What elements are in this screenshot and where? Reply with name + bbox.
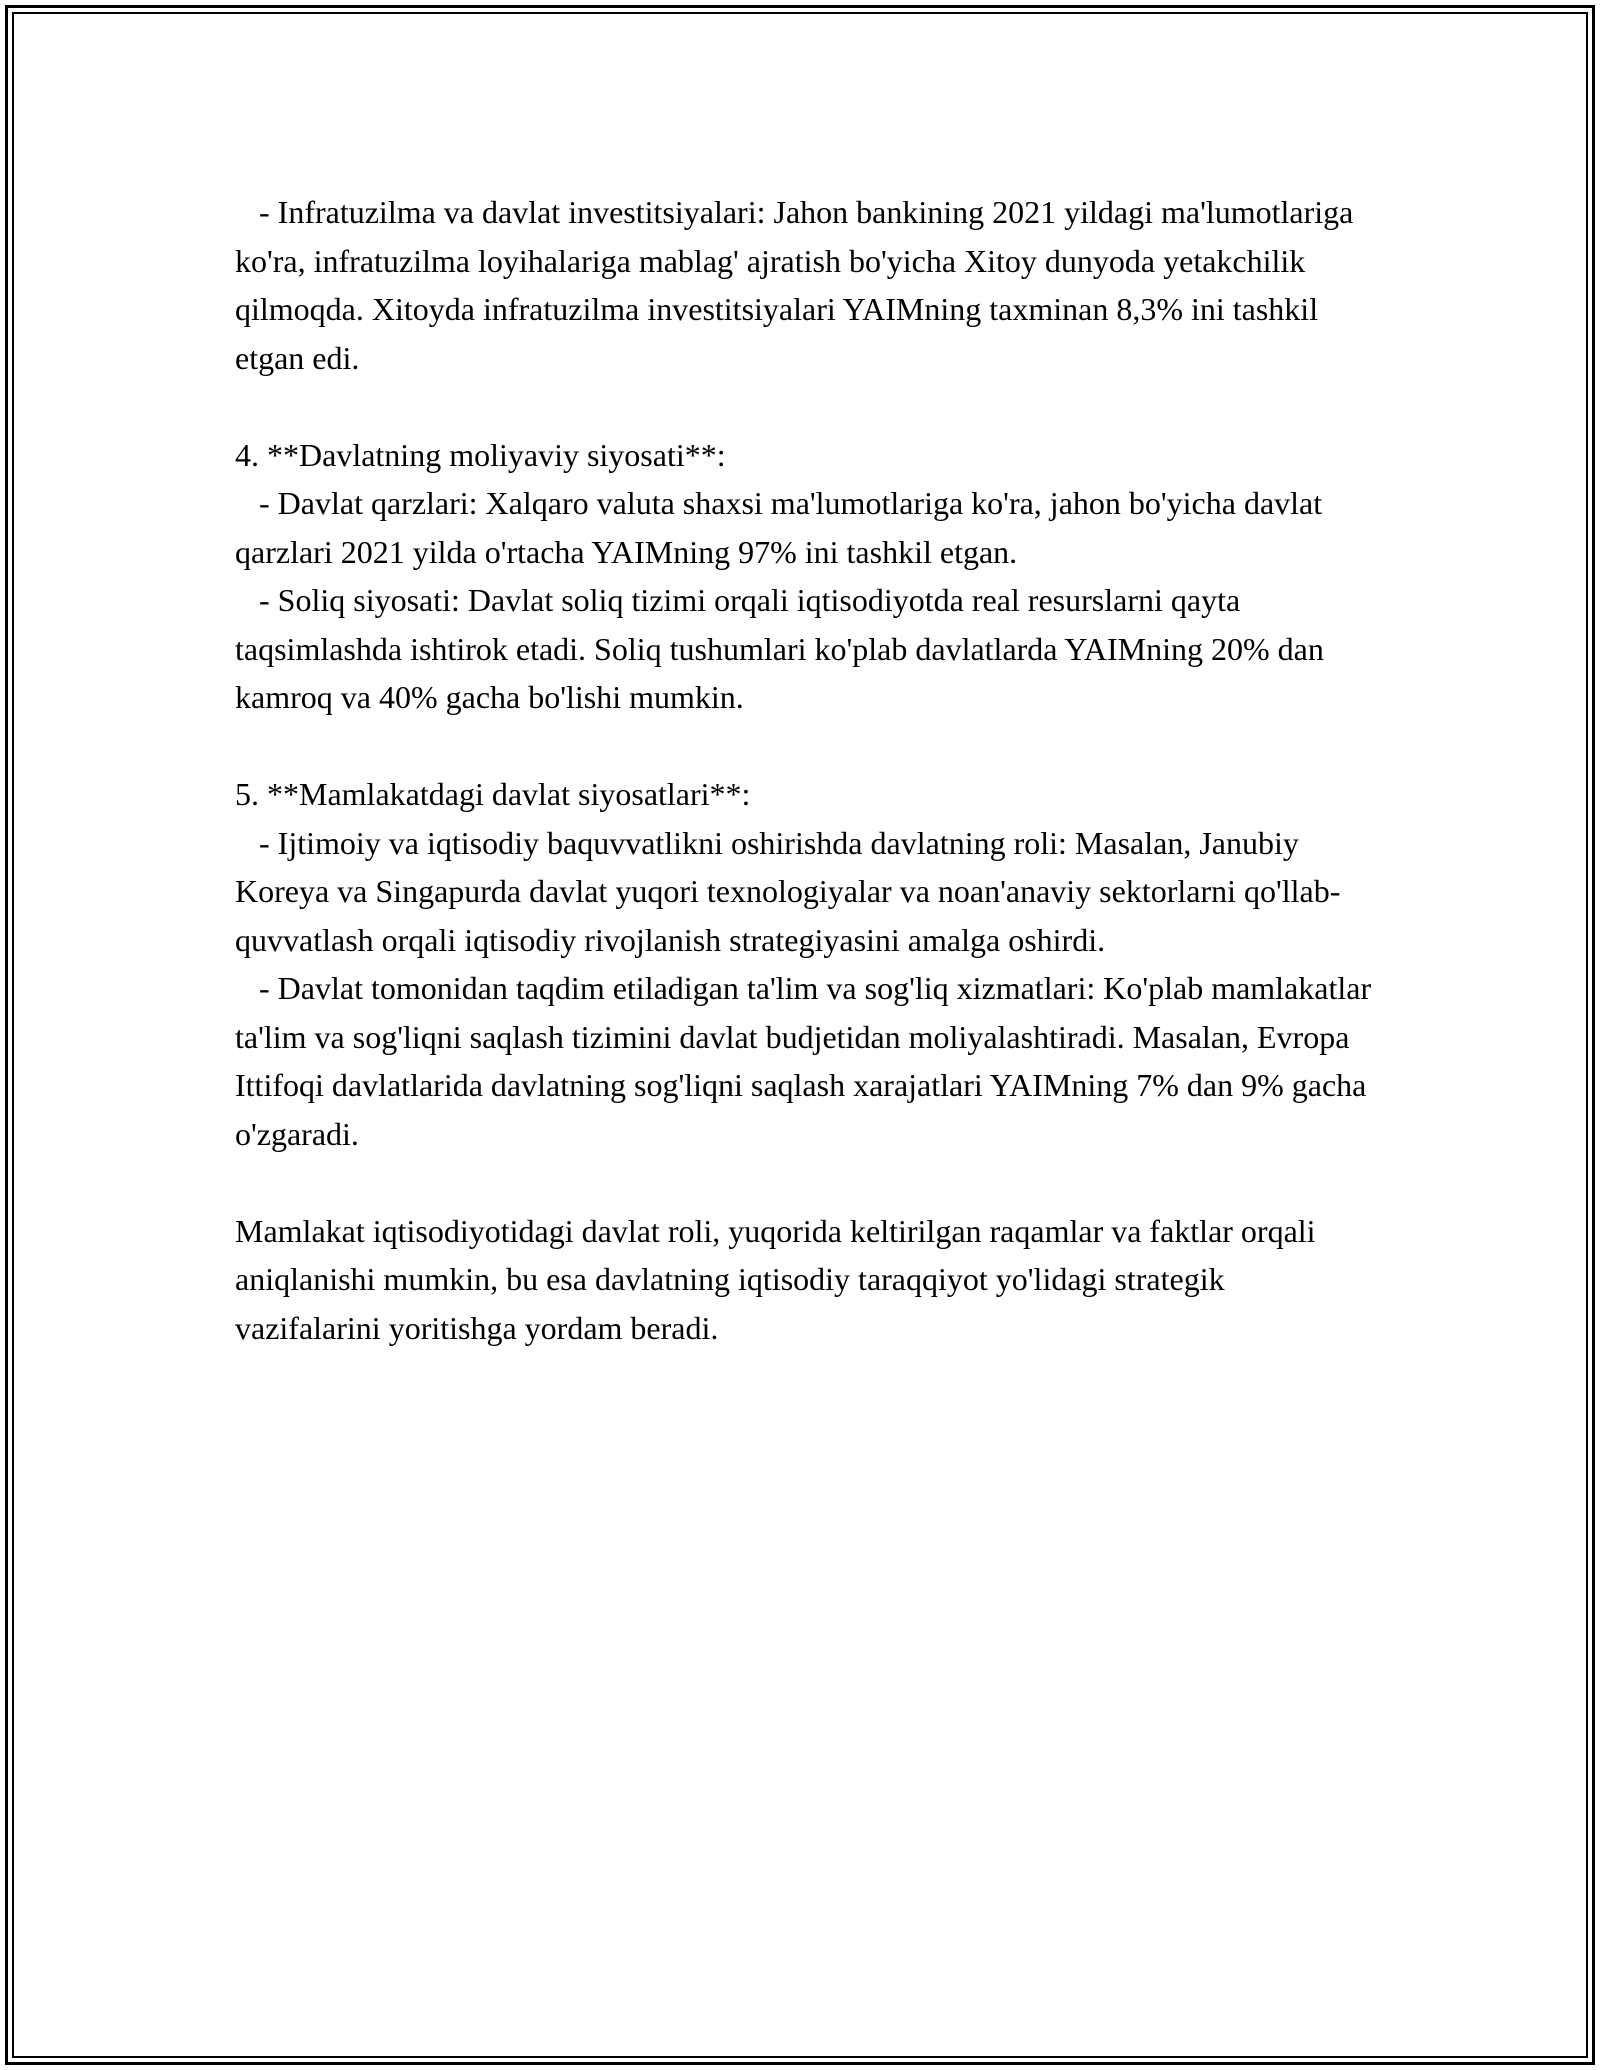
document-body (235, 188, 1380, 1352)
conclusion-paragraph: Mamlakat iqtisodiyotidagi davlat roli, yuqorida keltirilgan raqamlar va faktlar orqali aniqlanishi mumkin, bu esa davlatning iqtisodiy taraqqiyot yo'lidagi strategik vazifalarini yoritishga yordam beradi. (235, 1212, 1324, 1346)
paragraph-spacer (235, 382, 1375, 431)
social-economic-role-item: - Ijtimoiy va iqtisodiy baquvvatlikni oshirishda davlatning roli: Masalan, Janubiy Koreya va Singapurda davlat yuqori texnologiyalar va noan'anaviy sektorlarni qo'llab-quvvatlash orqali iqtisodiy rivojlanish strategiyasini amalga oshirdi. (235, 824, 1341, 958)
section-5-heading: 5. **Mamlakatdagi davlat siyosatlari**: (235, 776, 751, 812)
paragraph-spacer (235, 1158, 1375, 1207)
tax-policy-item: - Soliq siyosati: Davlat soliq tizimi orqali iqtisodiyotda real resurslarni qayta taqsimlashda ishtirok etadi. Soliq tushumlari ko'plab davlatlarda YAIMning 20% dan kamroq va 40% gacha bo'lishi mumkin. (235, 582, 1332, 715)
government-debt-item: - Davlat qarzlari: Xalqaro valuta shaxsi ma'lumotlariga ko'ra, jahon bo'yicha davlat qarzlari 2021 yilda o'rtacha YAIMning 97% ini tashkil etgan. (235, 485, 1331, 570)
section-4-heading: 4. **Davlatning moliyaviy siyosati**: (235, 436, 726, 473)
paragraph-spacer (235, 722, 1375, 771)
infrastructure-investment-item: - Infratuzilma va davlat investitsiyalari: Jahon bankining 2021 yildagi ma'lumotlariga ko'ra, infratuzilma loyihalariga mablag' ajratish bo'yicha Xitoy dunyoda yetakchilik qilmoqda. Xitoyda infratuzilma investitsiyalari YAIMning taxminan 8,3% ini tashkil etgan edi. (235, 194, 1362, 376)
education-health-services-item: - Davlat tomonidan taqdim etiladigan ta'lim va sog'liq xizmatlari: Ko'plab mamlakatlar ta'lim va sog'liqni saqlash tizimini davlat budjetidan moliyalashtiradi. Masalan, Evropa Ittifoqi davlatlarida davlatning sog'liqni saqlash xarajatlari YAIMning 7% dan 9% gacha o'zgaradi. (235, 970, 1380, 1152)
